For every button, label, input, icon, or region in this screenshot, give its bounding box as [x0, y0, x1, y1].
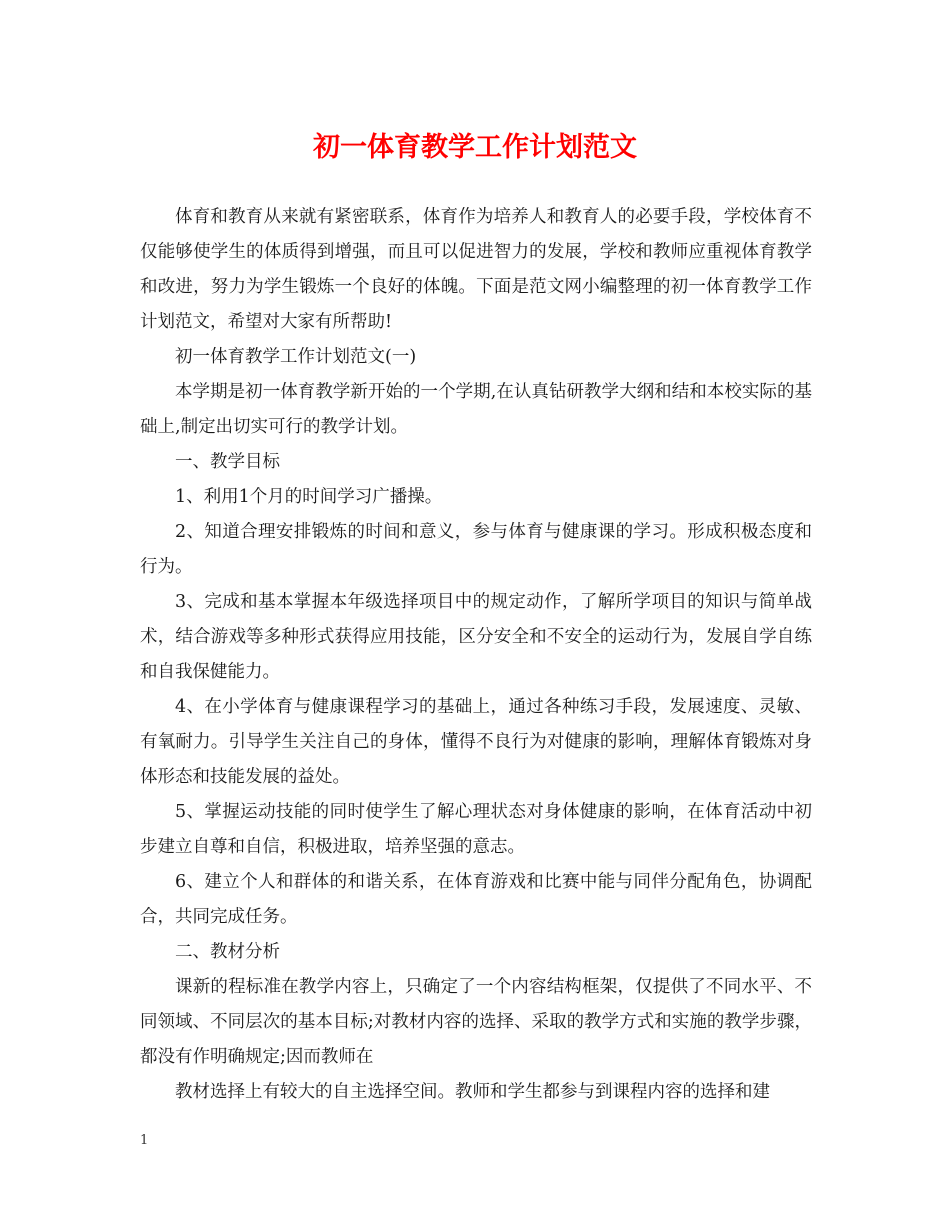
paragraph: 教材选择上有较大的自主选择空间。教师和学生都参与到课程内容的选择和建	[175, 1082, 770, 1102]
paragraph-section-heading: 初一体育教学工作计划范文(一)	[175, 347, 417, 367]
paragraph: 本学期是初一体育教学新开始的一个学期,在认真钻研教学大纲和结和本校实际的基础上,制定出切实可行的教学计划。	[140, 382, 812, 437]
paragraph-intro: 体育和教育从来就有紧密联系，体育作为培养人和教育人的必要手段，学校体育不仅能够使学生的体质得到增强，而且可以促进智力的发展，学校和教师应重视体育教学和改进，努力为学生锻炼一个良好的体魄。下面是范文网小编整理的初一体育教学工作计划范文，希望对大家有所帮助!	[140, 207, 812, 332]
paragraph: 课新的程标准在教学内容上，只确定了一个内容结构框架，仅提供了不同水平、不同领域、不同层次的基本目标;对教材内容的选择、采取的教学方式和实施的教学步骤，都没有作明确规定;因而教师在	[140, 977, 812, 1067]
list-item: 5、掌握运动技能的同时使学生了解心理状态对身体健康的影响，在体育活动中初步建立自尊和自信，积极进取，培养坚强的意志。	[140, 802, 812, 857]
page-number: 1	[140, 1133, 149, 1148]
list-item: 3、完成和基本掌握本年级选择项目中的规定动作，了解所学项目的知识与简单战术，结合游戏等多种形式获得应用技能，区分安全和不安全的运动行为，发展自学自练和自我保健能力。	[140, 592, 812, 682]
document-body	[140, 200, 812, 1110]
list-item: 4、在小学体育与健康课程学习的基础上，通过各种练习手段，发展速度、灵敏、有氧耐力。引导学生关注自己的身体，懂得不良行为对健康的影响，理解体育锻炼对身体形态和技能发展的益处。	[140, 697, 812, 787]
heading-material-analysis: 二、教材分析	[175, 942, 280, 962]
document-title: 初一体育教学工作计划范文	[313, 132, 637, 163]
list-item: 6、建立个人和群体的和谐关系，在体育游戏和比赛中能与同伴分配角色，协调配合，共同完成任务。	[140, 872, 812, 927]
list-item: 1、利用1个月的时间学习广播操。	[175, 487, 443, 507]
list-item: 2、知道合理安排锻炼的时间和意义，参与体育与健康课的学习。形成积极态度和行为。	[140, 522, 812, 577]
heading-teaching-goals: 一、教学目标	[175, 452, 280, 472]
